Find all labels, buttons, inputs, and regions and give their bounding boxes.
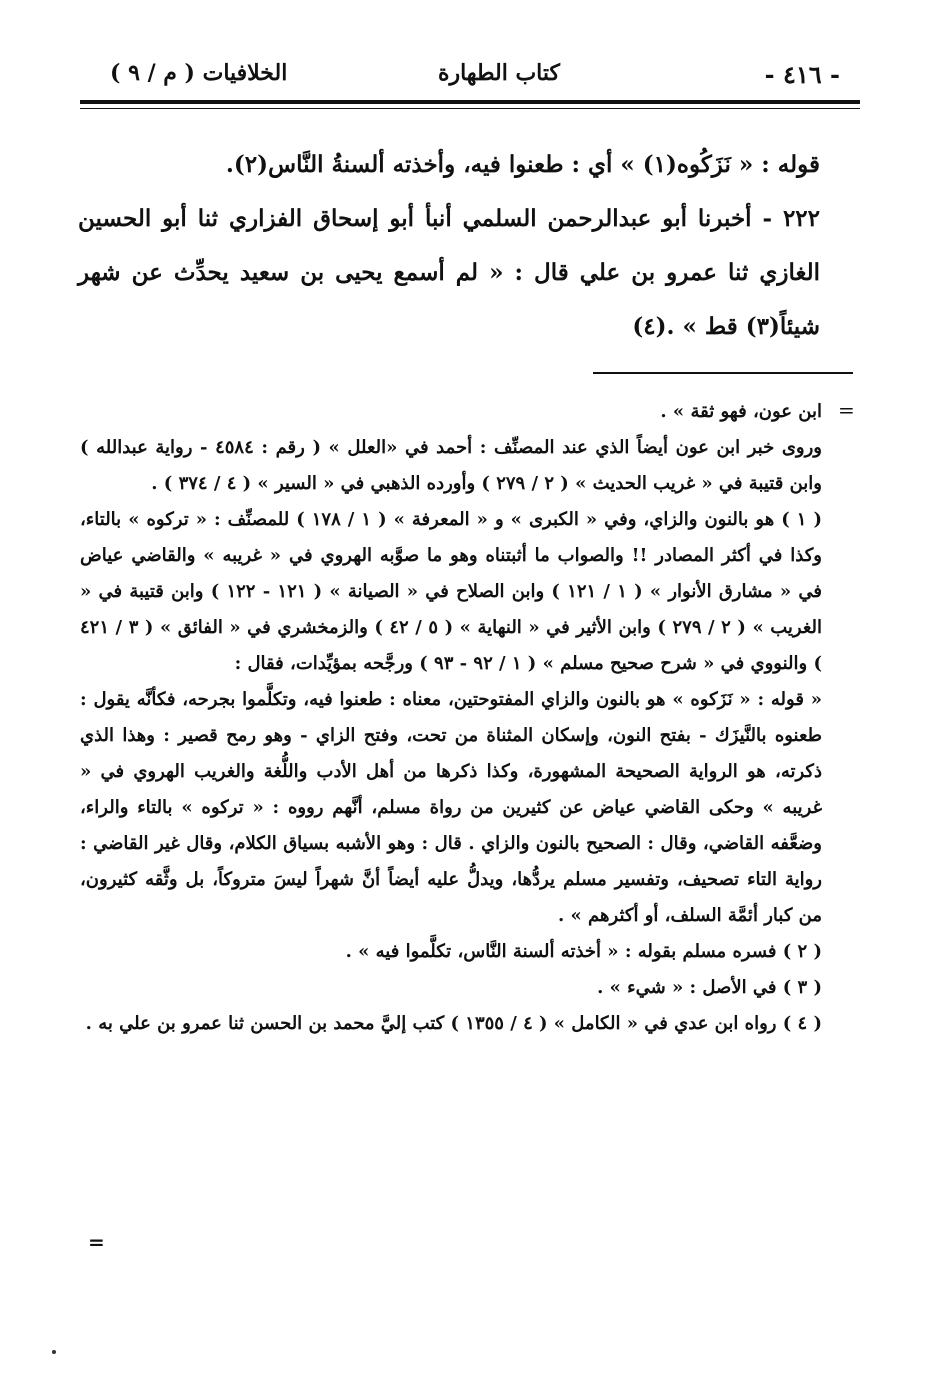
- footnote-separator: [593, 372, 853, 374]
- main-paragraph-2: ٢٢٢ - أخبرنا أبو عبدالرحمن السلمي أنبأ أبو إسحاق الفزاري ثنا أبو الحسين الغازي ثنا عمرو بن علي قال : « لم أسمع يحيى بن سعيد يحدِّث عن شهر شيئاً(٣) قط » .(٤): [78, 205, 820, 340]
- main-text: [78, 138, 848, 354]
- scan-speck: [52, 1350, 56, 1354]
- page-header: [100, 50, 840, 100]
- footnote-continuation-1: ابن عون، فهو ثقة » .: [660, 401, 822, 422]
- footnote-2: ( ٢ ) فسره مسلم بقوله : « أخذته ألسنة النَّاس، تكلَّموا فيه » .: [345, 941, 822, 962]
- footnote-3: ( ٣ ) في الأصل : « شيء » .: [597, 977, 822, 998]
- footnote-1: ( ١ ) هو بالنون والزاي، وفي « الكبرى » و « المعرفة » ( ١ / ١٧٨ ) للمصنِّف : « تركوه » بالتاء، وكذا في أكثر المصادر !! والصواب ما أثبتناه وهو ما صوَّبه الهروي في « غريبه » والقاضي عياض في « مشارق الأنوار » ( ١ / ١٢١ ) وابن الصلاح في « الصيانة » ( ١٢١ - ١٢٢ ) وابن قتيبة في « الغريب » ( ٢ / ٢٧٩ ) وابن الأثير في « النهاية » ( ٥ / ٤٢ ) والزمخشري في « الفائق » ( ٣ / ٤٢١ ) والنووي في « شرح صحيح مسلم » ( ١ / ٩٢ - ٩٣ ) ورجَّحه بمؤيِّدات، فقال :: [80, 509, 823, 674]
- continuation-mark-bottom: =: [88, 1230, 105, 1254]
- section-title: الخلافيات ( م / ٩ ): [110, 60, 288, 86]
- header-rule-thin: [80, 108, 860, 109]
- footnote-continuation-2: وروى خبر ابن عون أيضاً الذي عند المصنِّف : أحمد في «العلل » ( رقم : ٤٥٨٤ - رواية عبدالله ) وابن قتيبة في « غريب الحديث » ( ٢ / ٢٧٩ ) وأورده الذهبي في « السير » ( ٤ / ٣٧٤ ) .: [80, 437, 822, 494]
- footnotes: [80, 394, 850, 1042]
- header-rule-thick: [80, 100, 860, 104]
- footnote-4: ( ٤ ) رواه ابن عدي في « الكامل » ( ٤ / ١٣٥٥ ) كتب إليَّ محمد بن الحسن ثنا عمرو بن علي به .: [85, 1013, 822, 1034]
- main-paragraph-1: قوله : « نَزَكُوه(١) » أي : طعنوا فيه، وأخذته ألسنةُ النَّاس(٢).: [225, 151, 820, 178]
- footnote-1-quote: « قوله : « نَزَكوه » هو بالنون والزاي المفتوحتين، معناه : طعنوا فيه، وتكلَّموا بجرحه، فكأنَّه يقول : طعنوه بالنَّيزَك - بفتح النون، وإسكان المثناة من تحت، وفتح الزاي - وهو رمح قصير : وهذا الذي ذكرته، هو الرواية الصحيحة المشهورة، وكذا ذكرها من أهل الأدب واللُّغة والغريب الهروي في « غريبه » وحكى القاضي عياض عن كثيرين من رواة مسلم، أنَّهم رووه : « تركوه » بالتاء والراء، وضعَّفه القاضي، وقال : الصحيح بالنون والزاي . قال : وهو الأشبه بسياق الكلام، وقال غير القاضي : رواية التاء تصحيف، وتفسير مسلم يردُّها، ويدلُّ عليه أيضاً أنَّ شهراً ليسَ متروكاً، بل وثَّقه كثيرون، من كبار أئمَّة السلف، أو أكثرهم » .: [80, 689, 822, 926]
- page-number: - ٤١٦ -: [764, 60, 840, 89]
- book-title: كتاب الطهارة: [437, 60, 560, 86]
- continuation-mark-top: =: [838, 398, 855, 422]
